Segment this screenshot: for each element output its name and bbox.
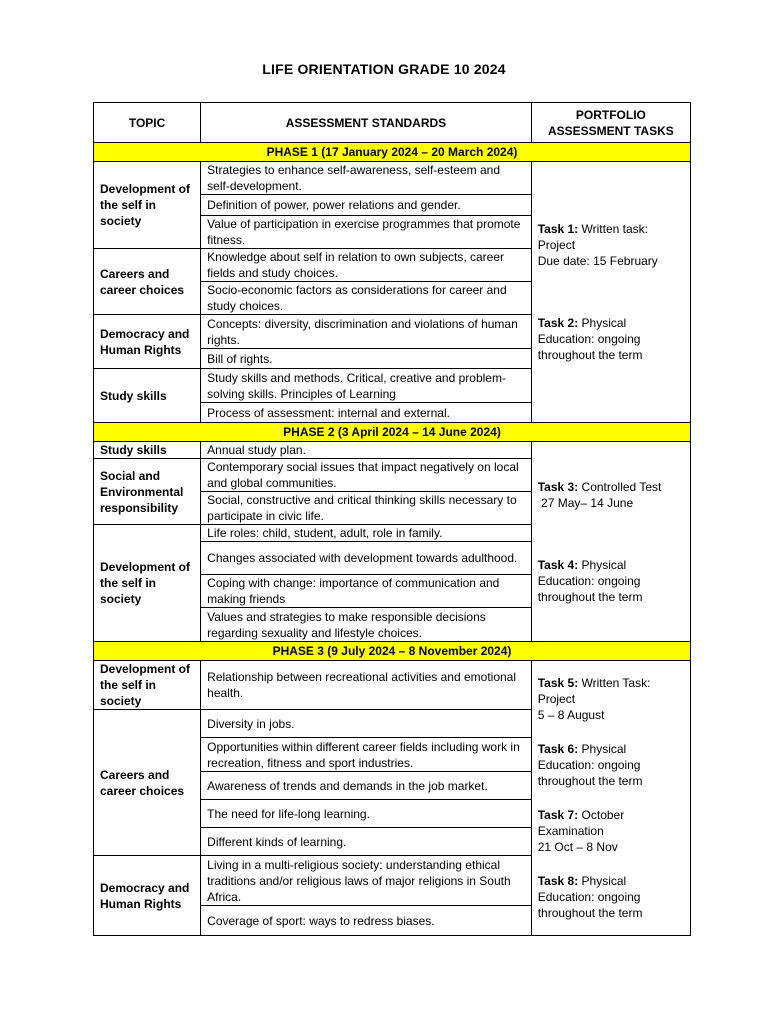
task-8: Task 8: Physical Education: ongoing throughout the term xyxy=(537,874,643,920)
topic-cell: Social and Environmental responsibility xyxy=(94,459,201,525)
standard-cell: Diversity in jobs. xyxy=(201,710,532,738)
standard-cell: Living in a multi-religious society: understanding ethical traditions and/or religious laws of major religions in South Africa. xyxy=(201,856,532,906)
standard-cell: Life roles: child, student, adult, role in family. xyxy=(201,525,532,542)
standard-cell: Knowledge about self in relation to own subjects, career fields and study choices. xyxy=(201,249,532,282)
task-6: Task 6: Physical Education: ongoing throughout the term xyxy=(537,742,643,788)
table-row xyxy=(94,661,691,710)
standard-cell: Strategies to enhance self-awareness, self-esteem and self-development. xyxy=(201,162,532,195)
topic-cell: Careers and career choices xyxy=(94,710,201,856)
task-5: Task 5: Written Task: Project xyxy=(537,676,651,706)
topic-cell: Democracy and Human Rights xyxy=(94,856,201,936)
standard-cell: Coverage of sport: ways to redress biases. xyxy=(201,906,532,936)
standard-cell: Definition of power, power relations and gender. xyxy=(201,195,532,216)
standard-cell: Values and strategies to make responsible decisions regarding sexuality and lifestyle choices. xyxy=(201,608,532,642)
task-7-dates: 21 Oct – 8 Nov xyxy=(537,840,618,854)
header-topic: TOPIC xyxy=(94,103,201,143)
task-7: Task 7: October Examination xyxy=(537,808,625,838)
standard-cell: Opportunities within different career fields including work in recreation, fitness and sport industries. xyxy=(201,738,532,772)
topic-cell: Development of the self in society xyxy=(94,525,201,642)
standard-cell: Relationship between recreational activities and emotional health. xyxy=(201,661,532,710)
standard-cell: Changes associated with development towards adulthood. xyxy=(201,542,532,575)
task-5-dates: 5 – 8 August xyxy=(537,708,605,722)
task-3-dates: 27 May– 14 June xyxy=(537,495,634,510)
header-standards: ASSESSMENT STANDARDS xyxy=(201,103,532,143)
task-3: Task 3: Controlled Test xyxy=(537,479,662,494)
phase-3-label: PHASE 3 (9 July 2024 – 8 November 2024) xyxy=(94,642,691,661)
task-1-due: Due date: 15 February xyxy=(537,254,658,268)
standard-cell: Study skills and methods. Critical, creative and problem-solving skills. Principles of Learning xyxy=(201,369,532,403)
table-header-row xyxy=(94,103,691,143)
standard-cell: Socio-economic factors as considerations for career and study choices. xyxy=(201,282,532,315)
table-row xyxy=(94,162,691,195)
task-1: Task 1: Written task: Project xyxy=(537,222,648,252)
table-row xyxy=(94,442,691,459)
task-2: Task 2: Physical Education: ongoing throughout the term xyxy=(537,316,643,362)
standard-cell: Bill of rights. xyxy=(201,349,532,369)
phase-2-tasks xyxy=(531,442,690,642)
phase-1-label: PHASE 1 (17 January 2024 – 20 March 2024) xyxy=(94,143,691,162)
assessment-plan-table xyxy=(93,102,691,936)
task-4: Task 4: Physical Education: ongoing throughout the term xyxy=(537,557,643,604)
phase-3-tasks xyxy=(531,661,690,936)
standard-cell: Value of participation in exercise programmes that promote fitness. xyxy=(201,216,532,249)
phase-2-row xyxy=(94,423,691,442)
topic-cell: Democracy and Human Rights xyxy=(94,315,201,369)
topic-cell: Development of the self in society xyxy=(94,661,201,710)
phase-1-row xyxy=(94,143,691,162)
standard-cell: Social, constructive and critical thinking skills necessary to participate in civic life. xyxy=(201,492,532,525)
standard-cell: Coping with change: importance of communication and making friends xyxy=(201,575,532,608)
standard-cell: Process of assessment: internal and external. xyxy=(201,403,532,423)
topic-cell: Study skills xyxy=(94,369,201,423)
standard-cell: Awareness of trends and demands in the job market. xyxy=(201,772,532,800)
header-portfolio: PORTFOLIO ASSESSMENT TASKS xyxy=(531,103,690,143)
topic-cell: Study skills xyxy=(94,442,201,459)
topic-cell: Careers and career choices xyxy=(94,249,201,315)
standard-cell: Different kinds of learning. xyxy=(201,828,532,856)
topic-cell: Development of the self in society xyxy=(94,162,201,249)
phase-2-label: PHASE 2 (3 April 2024 – 14 June 2024) xyxy=(94,423,691,442)
phase-1-tasks xyxy=(531,162,690,423)
phase-3-row xyxy=(94,642,691,661)
standard-cell: Annual study plan. xyxy=(201,442,532,459)
standard-cell: The need for life-long learning. xyxy=(201,800,532,828)
standard-cell: Concepts: diversity, discrimination and violations of human rights. xyxy=(201,315,532,349)
page-title: LIFE ORIENTATION GRADE 10 2024 xyxy=(262,61,506,77)
standard-cell: Contemporary social issues that impact negatively on local and global communities. xyxy=(201,459,532,492)
